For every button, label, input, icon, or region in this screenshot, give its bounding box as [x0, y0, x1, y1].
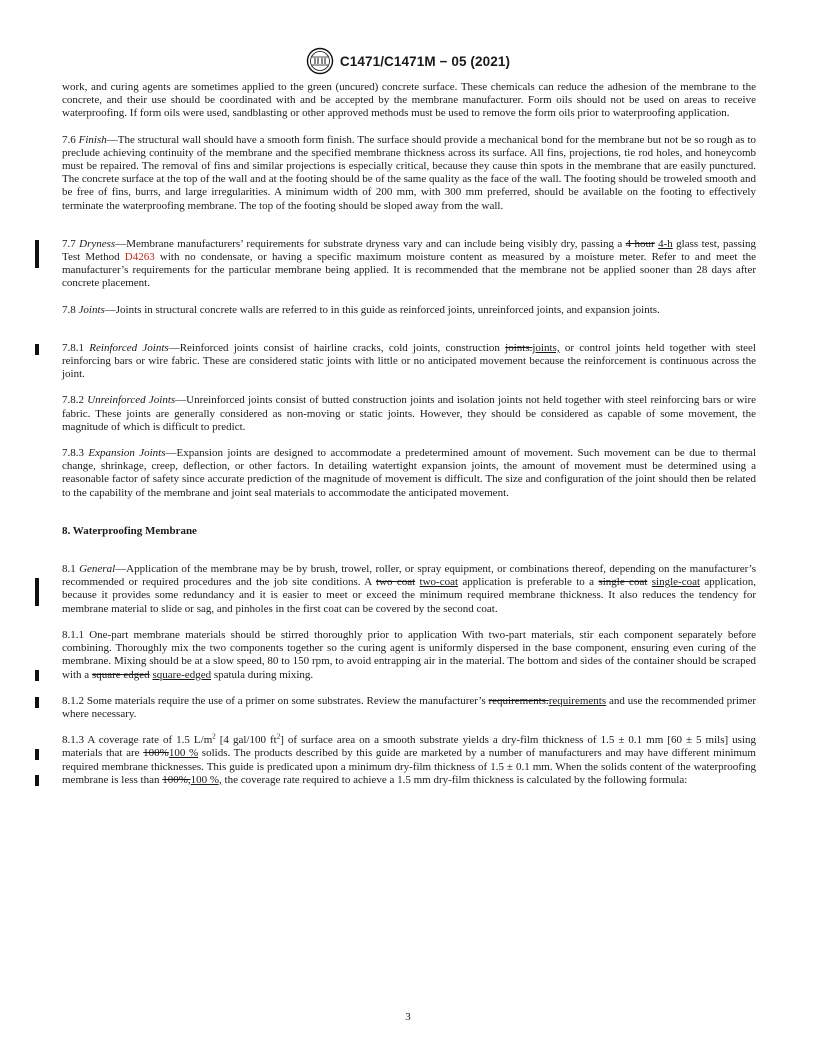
page-header	[0, 46, 816, 76]
document-body	[62, 81, 756, 787]
standard-designation: C1471/C1471M − 05 (2021)	[339, 53, 511, 69]
paragraph-8-1: 8.1 General—Application of the membrane may be by brush, trowel, roller, or spray equipment, or combinations thereof, depending on the manufacturer’s recommended or required procedures and the job site conditions. A two coat two-coat application is preferable to a single coat single-coat application, because it provides some redundancy and it is easier to meet or exceed the minimum required membrane thickness. It also reduces the tendency for membrane material to slide or sag, and pinholes in the first coat can be covered by the second coat.	[62, 563, 756, 616]
revision-bar	[35, 578, 39, 606]
inserted-text: 4-h	[658, 237, 673, 250]
revision-bar	[35, 697, 39, 708]
paragraph-7-6	[62, 134, 756, 213]
paragraph-7-8-2: 7.8.2 Unreinforced Joints—Unreinforced joints consist of butted construction joints and isolation joints not held together with steel reinforcing bars or wire fabric. These joints are generally considered as non-moving or static joints. However, they should be considered as capable of some movement, the magnitude of which is difficult to predict.	[62, 394, 756, 433]
clause-number: 7.8.2	[62, 394, 84, 407]
revision-bar	[35, 240, 39, 268]
inserted-text: square-edged	[152, 668, 212, 681]
clause-number: 7.8	[62, 303, 76, 316]
revision-bar	[35, 344, 39, 355]
inserted-text: two-coat	[419, 576, 459, 589]
clause-title: Expansion Joints	[88, 447, 166, 460]
clause-number: 8.1	[62, 563, 76, 576]
revision-bar	[35, 749, 39, 760]
clause-number: 7.7	[62, 237, 76, 250]
standard-reference-link[interactable]: D4263	[124, 251, 155, 264]
revision-bar	[35, 670, 39, 681]
clause-title: General	[79, 563, 116, 576]
clause-number: 7.6	[62, 133, 76, 146]
paragraph-7-8-1: 7.8.1 Reinforced Joints—Reinforced joints consist of hairline cracks, cold joints, construction joints.joints, or control joints held together with steel reinforcing bars or wire fabric. These are considered static joints with little or no anticipated movement because the reinforcement is continuous across the joint.	[62, 342, 756, 382]
clause-number: 7.8.1	[62, 341, 84, 354]
paragraph-7-8-3: 7.8.3 Expansion Joints—Expansion joints are designed to accommodate a predetermined amount of movement. Such movement can be due to thermal change, shrinkage, creep, deflection, or other factors. In detailing watertight expansion joints, the amount of movement must be determined using a reasonable factor of safety since accurate prediction of the magnitude of movement is difficult. The size and configuration of the joint should then be related to the capability of the membrane and joint seal materials to accommodate the anticipated movement.	[62, 447, 756, 499]
paragraph-intro: work, and curing agents are sometimes applied to the green (uncured) concrete surface. These chemicals can reduce the adhesion of the membrane to the concrete, and their use should be coordinated with and be accepted by the membrane manufacturer. Form oils should not be used on areas to receive waterproofing. If form oils were used, sandblasting or other approved methods must be used to remove the form oils prior to waterproofing application.	[62, 81, 756, 120]
deleted-text: square edged	[91, 668, 150, 681]
paragraph-8-1-3: 8.1.3 A coverage rate of 1.5 $L/m^2$ [4 gal/100 $ft^2$] of surface area on a smooth substrate yields a dry-film thickness of 1.5 ± 0.1 mm [60 ± 5 mils] using materials that are 100%100 % solids. The products described by this guide are marketed by a number of manufacturers and may have different minimum required membrane thicknesses. This guide is predicated upon a minimum dry-film thickness of 1.5 ± 0.1 mm. When the solids content of the waterproofing membrane is less than 100%,100 %, the coverage rate required to achieve a 1.5 mm dry-film thickness is calculated by the following formula:	[62, 734, 756, 787]
section-heading-8: 8. Waterproofing Membrane	[62, 524, 197, 537]
deleted-text: requirements.	[488, 694, 549, 707]
clause-number: 8.1.1	[62, 628, 84, 641]
page-number: 3	[405, 1011, 411, 1023]
clause-number: 8.1.2	[62, 694, 84, 707]
inserted-text: 100 %,	[190, 773, 222, 786]
clause-title: Unreinforced Joints	[87, 394, 176, 407]
clause-number: 8.1.3	[62, 734, 84, 747]
deleted-text: joints.	[505, 341, 533, 354]
clause-title: Joints	[78, 303, 105, 316]
inserted-text: single-coat	[651, 576, 701, 589]
deleted-text: two coat	[375, 576, 416, 589]
inserted-text: joints,	[532, 341, 560, 354]
paragraph-8-1-1: 8.1.1 One-part membrane materials should be stirred thoroughly prior to application With two-part materials, stir each component separately before combining. Thoroughly mix the two components together so the curing agent is uniformly dispersed in the base component, ensuring even curing of the membrane. Mixing should be at a slow speed, 80 to 150 rpm, to avoid entrapping air in the material. The bottom and sides of the container should be scraped with a square edged square-edged spatula during mixing.	[62, 629, 756, 682]
clause-title: Dryness	[79, 237, 116, 250]
inserted-text: requirements	[548, 694, 607, 707]
clause-title: Finish	[78, 133, 107, 146]
deleted-text: 100%,	[162, 773, 191, 786]
astm-logo	[306, 47, 334, 75]
deleted-text: single coat	[598, 576, 648, 589]
clause-number: 7.8.3	[62, 447, 84, 460]
paragraph-7-7: 7.7 Dryness—Membrane manufacturers’ requirements for substrate dryness vary and can include being visibly dry, passing a 4 hour 4-h glass test, passing Test Method D4263 with no condensate, or having a specific maximum moisture content as measured by a moisture meter. Refer to and meet the manufacturer’s requirements for the particular membrane being applied. It is recommended that the membrane not be applied sooner than 28 days after concrete placement.	[62, 238, 756, 291]
deleted-text: 100%	[143, 747, 169, 760]
revision-bar	[35, 775, 39, 786]
clause-title: Reinforced Joints	[89, 341, 169, 354]
inserted-text: 100 %	[168, 747, 199, 760]
deleted-text: 4 hour	[625, 237, 655, 250]
clause-text: —The structural wall should have a smooth form finish. The surface should provide a mechanical bond for the membrane but not be so rough as to preclude achieving continuity of the membrane and the specified membrane thickness across its surface. All fins, projections, tie rod holes, and honeycomb must be repaired. The removal of fins and similar projections is especially critical, because they cause thin spots in the membrane that are easily punctured. The concrete surface at the top of the wall and at the footing should be of the same quality as the face of the wall. The footing should be troweled smooth and be free of fins, burrs, and large irregularities. A minimum width of 200 mm, with 300 mm preferred, should be available on the footing to effectively terminate the waterproofing membrane. The top of the footing should be sloped away from the wall.	[62, 133, 756, 212]
paragraph-8-1-2: 8.1.2 Some materials require the use of a primer on some substrates. Review the manufacturer’s requirements.requirements and use the recommended primer where necessary.	[62, 695, 756, 721]
paragraph-7-8: 7.8 Joints—Joints in structural concrete walls are referred to in this guide as reinforced joints, unreinforced joints, and expansion joints.	[62, 303, 660, 316]
